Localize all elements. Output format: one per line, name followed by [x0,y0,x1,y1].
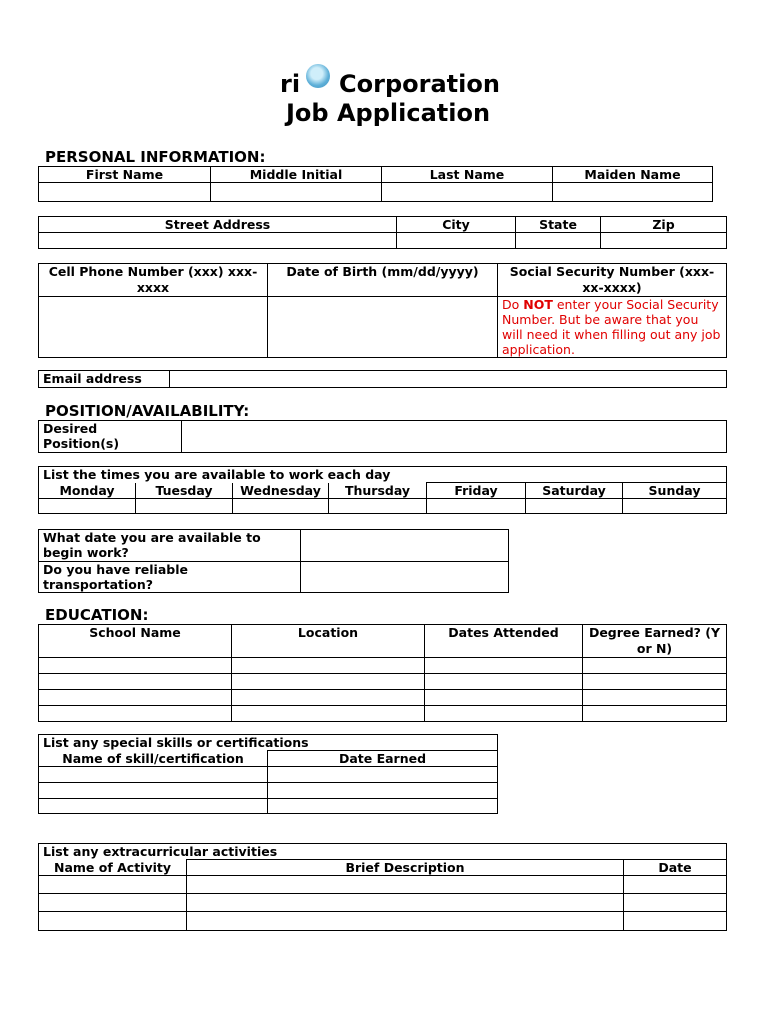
activity-cell[interactable] [624,894,727,912]
middle-initial-label: Middle Initial [211,167,382,183]
maiden-name-field[interactable] [553,183,713,202]
education-cell[interactable] [39,690,232,706]
education-cell[interactable] [583,674,727,690]
desired-position-field[interactable] [182,421,727,453]
activity-description-header: Brief Description [187,860,624,876]
position-heading: POSITION/AVAILABILITY: [45,402,250,420]
skill-cell[interactable] [39,799,268,814]
activity-cell[interactable] [624,912,727,931]
skill-name-header: Name of skill/certification [39,751,268,767]
activity-date-header: Date [624,860,727,876]
education-cell[interactable] [39,706,232,722]
start-date-field[interactable] [301,530,509,562]
company-logo [306,64,330,88]
state-label: State [516,217,601,233]
start-date-question: What date you are available to begin work? [39,530,301,562]
education-cell[interactable] [425,706,583,722]
first-name-field[interactable] [39,183,211,202]
desired-position-label: Desired Position(s) [39,421,182,453]
education-cell[interactable] [232,706,425,722]
location-header: Location [232,625,425,658]
maiden-name-label: Maiden Name [553,167,713,183]
skills-title: List any special skills or certifications [39,735,498,751]
skill-cell[interactable] [268,767,498,783]
activity-cell[interactable] [187,876,624,894]
availability-title: List the times you are available to work each day [39,467,727,483]
day-monday: Monday [39,483,136,499]
state-field[interactable] [516,233,601,249]
education-cell[interactable] [583,706,727,722]
education-cell[interactable] [232,658,425,674]
form-title: Job Application [286,99,491,127]
day-sunday: Sunday [623,483,727,499]
day-thursday: Thursday [329,483,427,499]
activity-name-header: Name of Activity [39,860,187,876]
availability-table [38,466,727,514]
education-cell[interactable] [39,674,232,690]
activity-cell[interactable] [187,894,624,912]
skill-cell[interactable] [39,767,268,783]
email-label: Email address [39,371,170,388]
first-name-label: First Name [39,167,211,183]
thursday-hours-field[interactable] [329,499,427,514]
personal-info-heading: PERSONAL INFORMATION: [45,148,266,166]
day-saturday: Saturday [526,483,623,499]
last-name-field[interactable] [382,183,553,202]
skill-date-header: Date Earned [268,751,498,767]
address-table [38,216,727,249]
street-address-label: Street Address [39,217,397,233]
desired-position-table [38,420,727,453]
day-tuesday: Tuesday [136,483,233,499]
friday-hours-field[interactable] [427,499,526,514]
ssn-warning-not: NOT [523,297,553,312]
city-field[interactable] [397,233,516,249]
degree-earned-header: Degree Earned? (Y or N) [583,625,727,658]
tuesday-hours-field[interactable] [136,499,233,514]
street-address-field[interactable] [39,233,397,249]
skills-table [38,734,498,814]
last-name-label: Last Name [382,167,553,183]
start-transport-table [38,529,509,593]
email-table [38,370,727,388]
name-table [38,166,713,202]
middle-initial-field[interactable] [211,183,382,202]
cell-phone-label: Cell Phone Number (xxx) xxx-xxxx [39,264,268,297]
ssn-warning: Do NOT enter your Social Security Number. But be aware that you will need it when filling out any job application. [498,297,727,358]
day-wednesday: Wednesday [233,483,329,499]
contact-table [38,263,727,358]
skill-cell[interactable] [268,783,498,799]
education-table [38,624,727,722]
company-name-partial: ri [280,70,301,98]
dob-field[interactable] [268,297,498,358]
education-cell[interactable] [425,658,583,674]
sunday-hours-field[interactable] [623,499,727,514]
activity-cell[interactable] [39,894,187,912]
activity-cell[interactable] [187,912,624,931]
saturday-hours-field[interactable] [526,499,623,514]
education-cell[interactable] [425,690,583,706]
company-name: Corporation [339,70,500,98]
education-cell[interactable] [232,690,425,706]
zip-label: Zip [601,217,727,233]
transportation-field[interactable] [301,562,509,593]
skill-cell[interactable] [268,799,498,814]
wednesday-hours-field[interactable] [233,499,329,514]
education-cell[interactable] [232,674,425,690]
dob-label: Date of Birth (mm/dd/yyyy) [268,264,498,297]
activities-table [38,843,727,931]
education-heading: EDUCATION: [45,606,149,624]
day-friday: Friday [427,483,526,499]
skill-cell[interactable] [39,783,268,799]
transportation-question: Do you have reliable transportation? [39,562,301,593]
activity-cell[interactable] [39,876,187,894]
city-label: City [397,217,516,233]
activities-title: List any extracurricular activities [39,844,727,860]
dates-attended-header: Dates Attended [425,625,583,658]
school-name-header: School Name [39,625,232,658]
education-cell[interactable] [39,658,232,674]
email-field[interactable] [170,371,727,388]
monday-hours-field[interactable] [39,499,136,514]
activity-cell[interactable] [624,876,727,894]
cell-phone-field[interactable] [39,297,268,358]
education-cell[interactable] [583,658,727,674]
education-cell[interactable] [583,690,727,706]
zip-field[interactable] [601,233,727,249]
activity-cell[interactable] [39,912,187,931]
education-cell[interactable] [425,674,583,690]
ssn-label: Social Security Number (xxx-xx-xxxx) [498,264,727,297]
